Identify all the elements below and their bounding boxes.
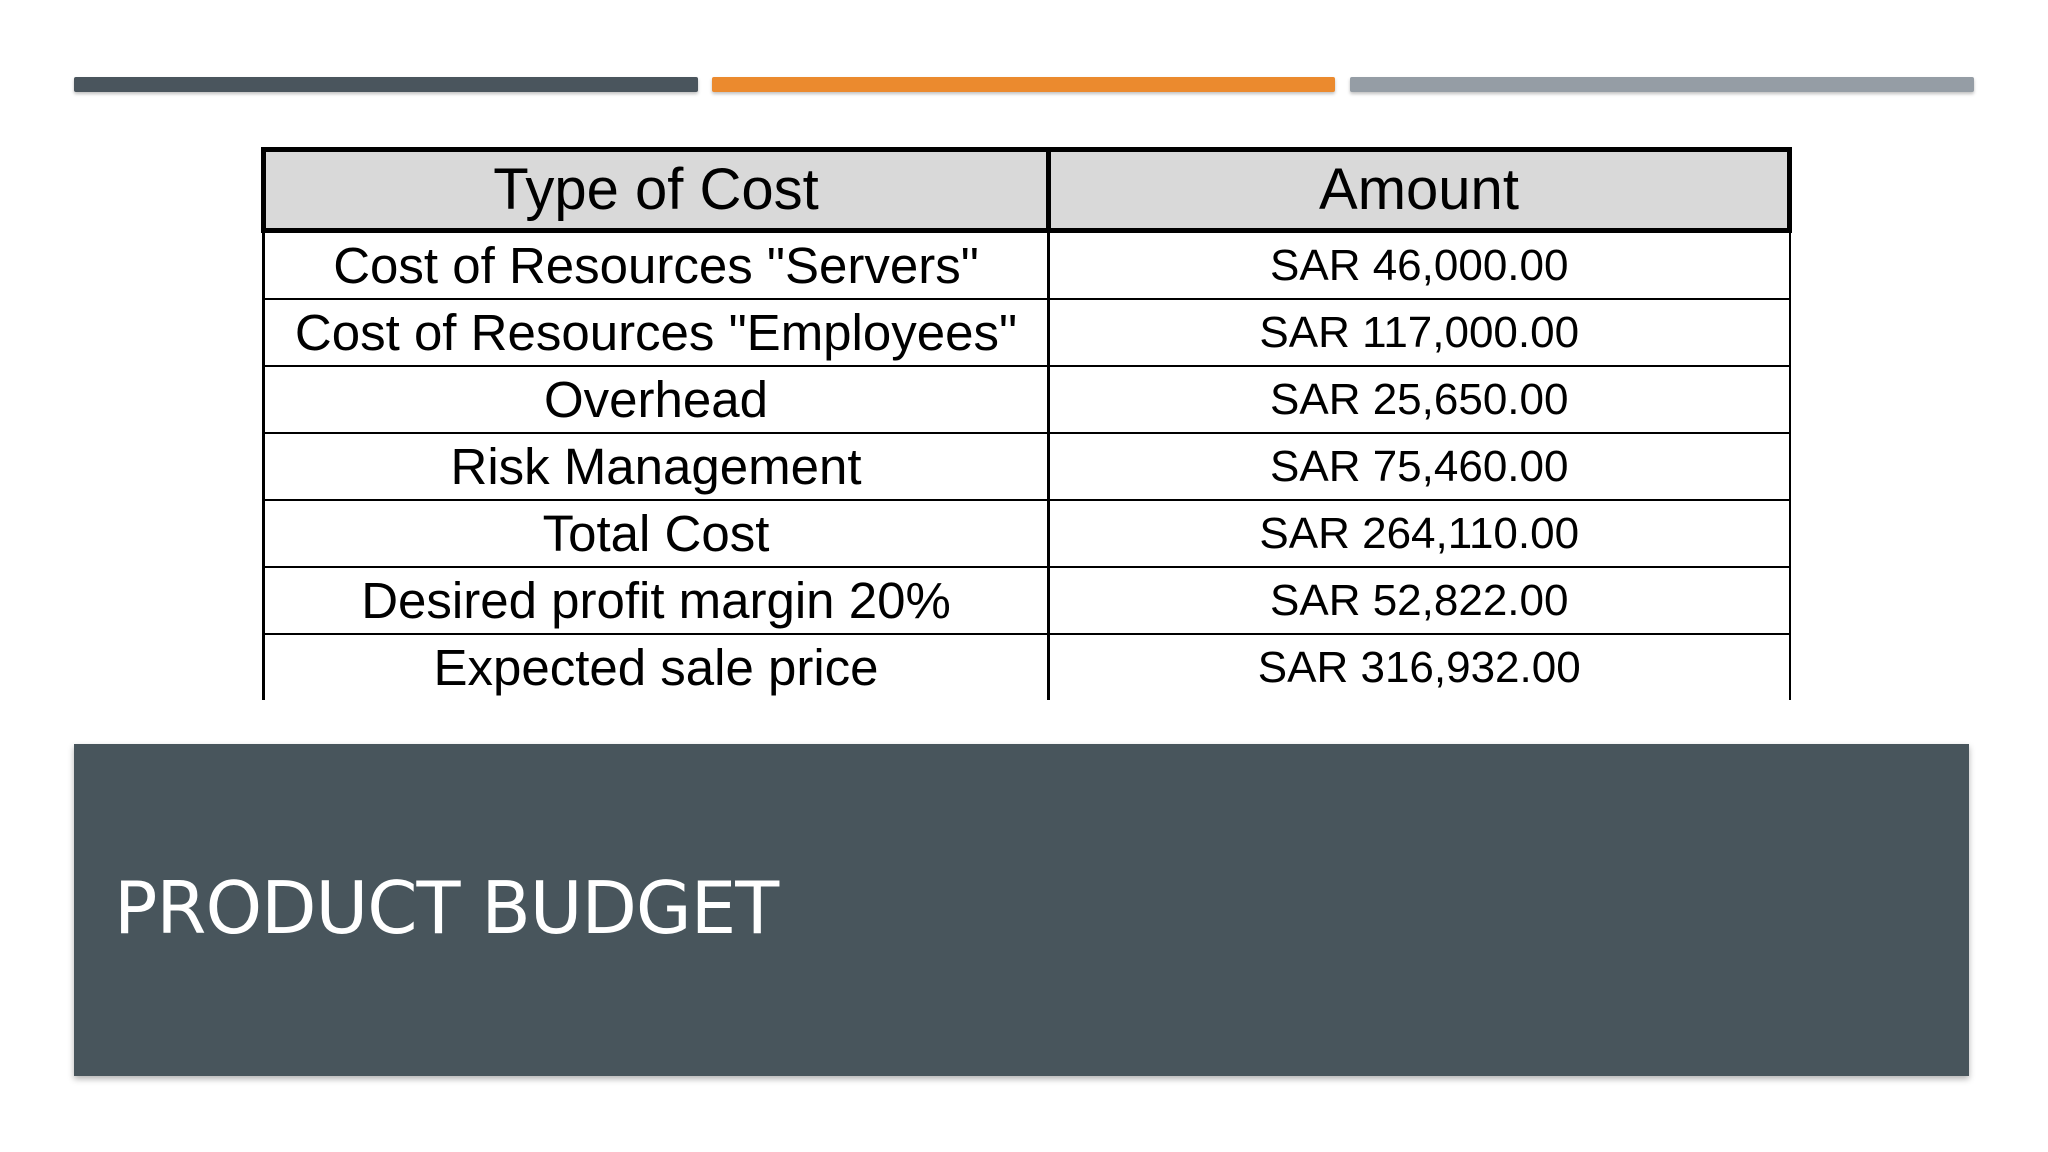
header-amount: Amount [1049, 150, 1790, 231]
table-row [264, 231, 1790, 300]
cost-table [261, 147, 1792, 700]
title-band [74, 744, 1969, 1076]
amount-cell: SAR 316,932.00 [1049, 634, 1790, 700]
table-row [264, 567, 1790, 634]
table-row [264, 634, 1790, 700]
header-type-of-cost: Type of Cost [264, 150, 1049, 231]
cost-type-cell: Desired profit margin 20% [264, 567, 1049, 634]
accent-bar-gray [1350, 77, 1974, 92]
table-header-row [264, 150, 1790, 231]
amount-cell: SAR 46,000.00 [1049, 231, 1790, 300]
table-row [264, 433, 1790, 500]
cost-type-cell: Total Cost [264, 500, 1049, 567]
cost-type-cell: Overhead [264, 366, 1049, 433]
amount-cell: SAR 264,110.00 [1049, 500, 1790, 567]
amount-cell: SAR 25,650.00 [1049, 366, 1790, 433]
cost-type-cell: Expected sale price [264, 634, 1049, 700]
table-row [264, 366, 1790, 433]
cost-type-cell: Risk Management [264, 433, 1049, 500]
slide-title: PRODUCT BUDGET [114, 866, 779, 950]
amount-cell: SAR 75,460.00 [1049, 433, 1790, 500]
cost-type-cell: Cost of Resources "Servers" [264, 231, 1049, 300]
cost-type-cell: Cost of Resources "Employees" [264, 299, 1049, 366]
amount-cell: SAR 52,822.00 [1049, 567, 1790, 634]
accent-bar-dark [74, 77, 698, 92]
table-row [264, 299, 1790, 366]
table-row [264, 500, 1790, 567]
amount-cell: SAR 117,000.00 [1049, 299, 1790, 366]
accent-bar-orange [712, 77, 1335, 92]
